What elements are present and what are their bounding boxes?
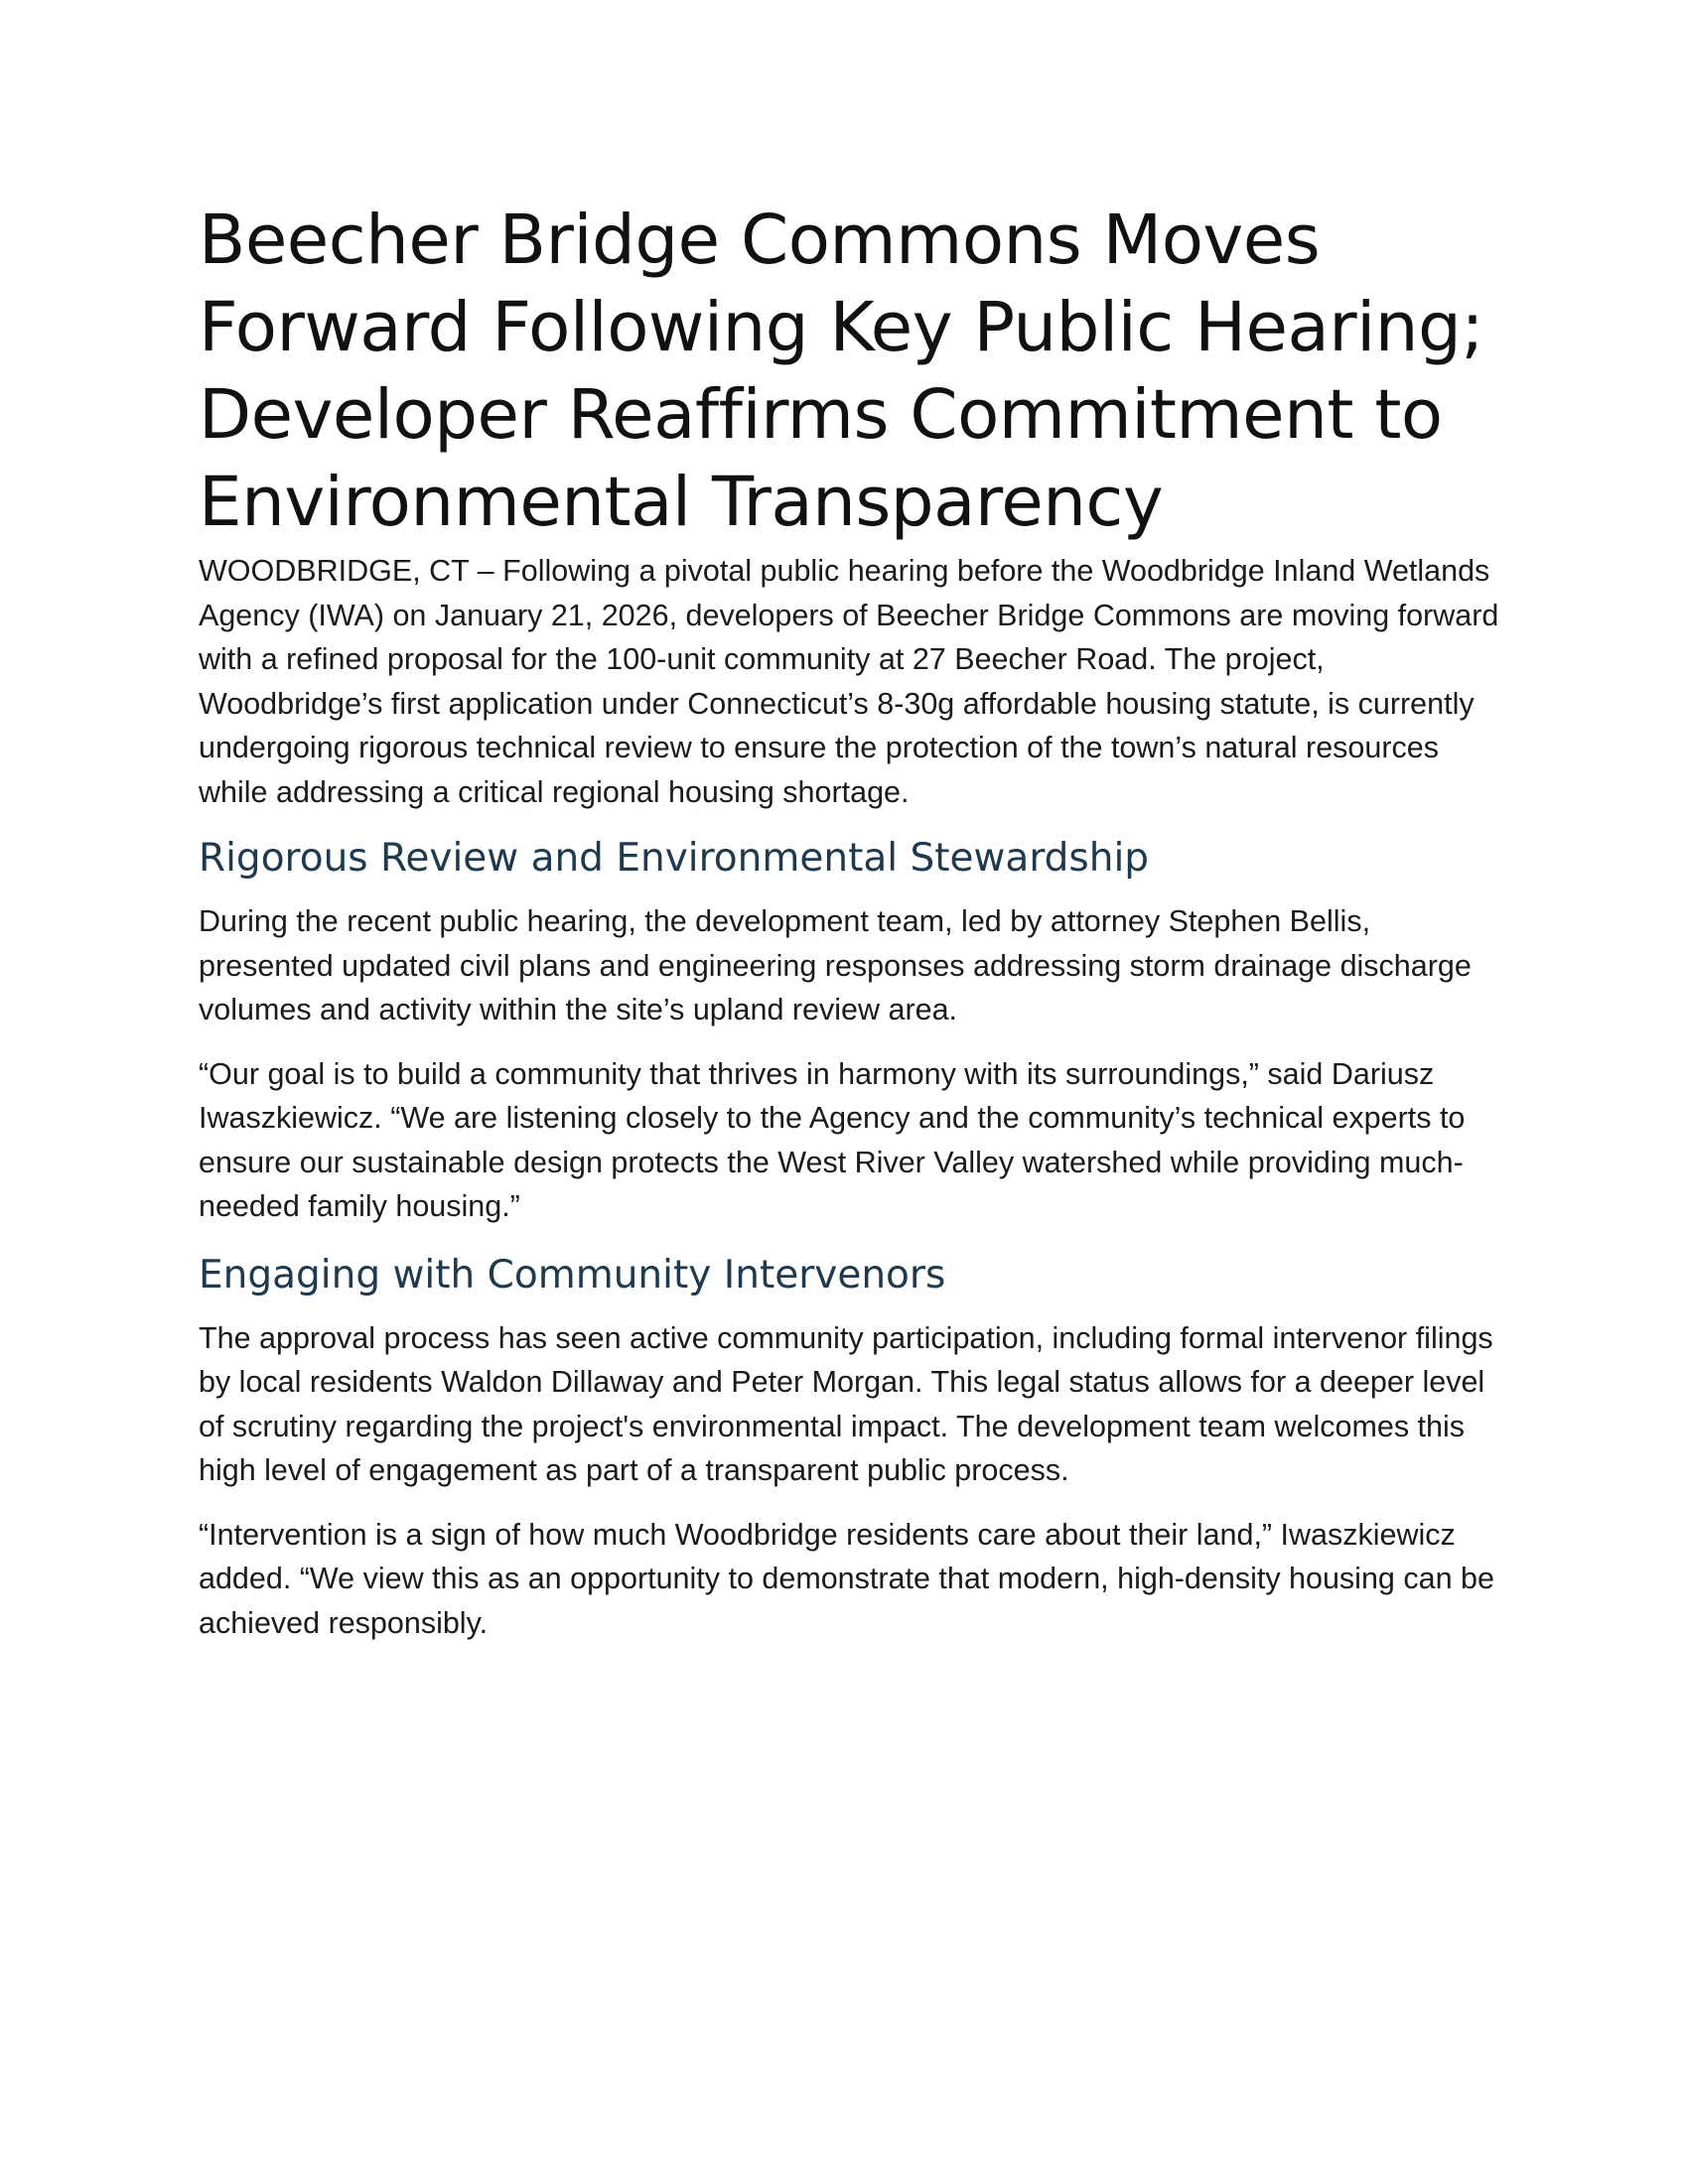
page-title: Beecher Bridge Commons Moves Forward Following Key Public Hearing; Developer Reaffirms Commitment to Environmental Transparency [199, 201, 1484, 542]
section-paragraph: The approval process has seen active community participation, including formal intervenor filings by local residents Waldon Dillaway and Peter Morgan. This legal status allows for a deeper level of scrutiny regarding the project's environmental impact. The development team welcomes this high level of engagement as part of a transparent public process. [199, 1320, 1493, 1487]
quote-paragraph: “Our goal is to build a community that thrives in harmony with its surroundings,” said Dariusz Iwaszkiewicz. “We are listening closely to the Agency and the community’s technical experts to ensure our sustainable design protects the West River Valley watershed while providing much-needed family housing.” [199, 1056, 1466, 1223]
intro-paragraph: WOODBRIDGE, CT – Following a pivotal public hearing before the Woodbridge Inland Wetlands Agency (IWA) on January 21, 2026, developers of Beecher Bridge Commons are moving forward with a refined proposal for the 100-unit community at 27 Beecher Road. The project, Woodbridge’s first application under Connecticut’s 8-30g affordable housing statute, is currently undergoing rigorous technical review to ensure the protection of the town’s natural resources while addressing a critical regional housing shortage. [199, 554, 1499, 809]
section-heading-review: Rigorous Review and Environmental Stewardship [199, 836, 1150, 881]
quote-paragraph: “Intervention is a sign of how much Woodbridge residents care about their land,” Iwaszkiewicz added. “We view this as an opportunity to demonstrate that modern, high-density housing can be achieved responsibly. [199, 1517, 1494, 1640]
section-paragraph: During the recent public hearing, the development team, led by attorney Stephen Bellis, presented updated civil plans and engineering responses addressing storm drainage discharge volumes and activity within the site’s upland review area. [199, 904, 1472, 1026]
document-body [199, 197, 1499, 1645]
section-heading-intervenors: Engaging with Community Intervenors [199, 1252, 946, 1297]
